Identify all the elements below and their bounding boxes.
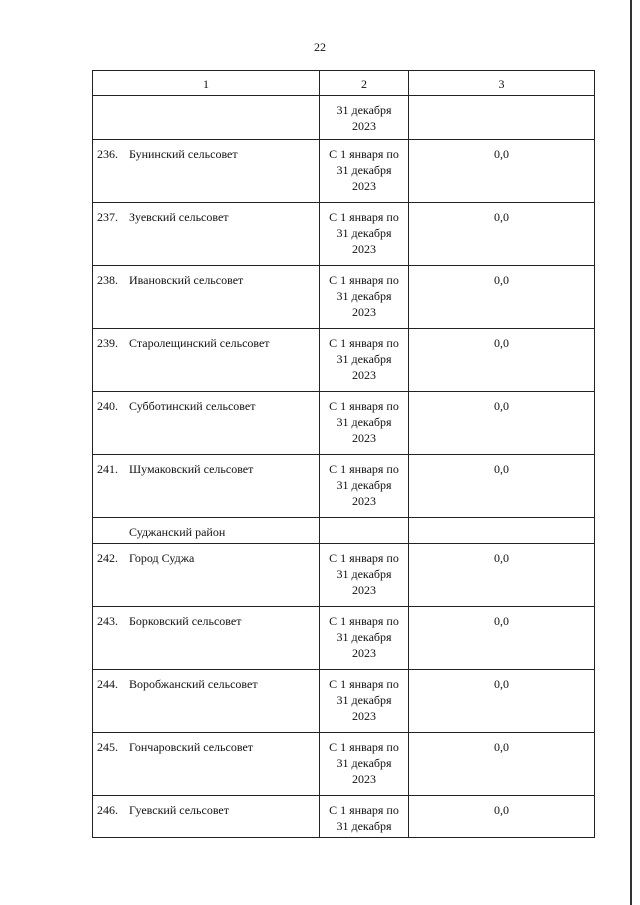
name-cell: [93, 544, 320, 607]
period-line: 31 декабря: [336, 415, 392, 429]
period-cell: [320, 140, 409, 203]
value-cell: 0,0: [409, 796, 595, 838]
period-line: 31 декабря: [336, 567, 392, 581]
name-cell: [93, 329, 320, 392]
municipality-name: Бунинский сельсовет: [129, 147, 238, 161]
name-cell: [93, 96, 320, 140]
value-cell: 0,0: [409, 266, 595, 329]
period-line: С 1 января по: [329, 551, 399, 565]
header-row: [93, 71, 595, 96]
period-cell: [320, 544, 409, 607]
period-line: С 1 января по: [329, 614, 399, 628]
period-line: 31 декабря: [336, 630, 392, 644]
value-cell: 0,0: [409, 392, 595, 455]
table-row: [93, 733, 595, 796]
period-line: С 1 января по: [329, 803, 399, 817]
period-line: С 1 января по: [329, 336, 399, 350]
value-cell: 0,0: [409, 607, 595, 670]
name-cell: [93, 140, 320, 203]
municipality-name: Шумаковский сельсовет: [129, 462, 254, 476]
name-cell: [93, 518, 320, 544]
continuation-row: [93, 96, 595, 140]
row-number: 239.: [97, 336, 118, 350]
period-cell: [320, 392, 409, 455]
table-row: [93, 670, 595, 733]
allocation-table: [92, 70, 595, 838]
municipality-name: Гуевский сельсовет: [129, 803, 229, 817]
name-cell: [93, 392, 320, 455]
table-body: [93, 71, 595, 838]
column-header: 2: [320, 71, 409, 96]
period-line: С 1 января по: [329, 677, 399, 691]
row-number: 236.: [97, 147, 118, 161]
period-cell: [320, 455, 409, 518]
value-cell: 0,0: [409, 329, 595, 392]
value-cell: 0,0: [409, 140, 595, 203]
name-cell: [93, 796, 320, 838]
period-line: 2023: [352, 709, 376, 723]
period-line: 31 декабря: [336, 756, 392, 770]
period-cell: [320, 203, 409, 266]
district-row: [93, 518, 595, 544]
municipality-name: Зуевский сельсовет: [129, 210, 229, 224]
page-number: 22: [314, 40, 326, 54]
period-line: 31 декабря: [336, 103, 392, 117]
period-cell: [320, 96, 409, 140]
period-line: 2023: [352, 305, 376, 319]
period-line: 2023: [352, 179, 376, 193]
value-cell: [409, 518, 595, 544]
period-cell: [320, 518, 409, 544]
table-row: [93, 544, 595, 607]
table-row: [93, 796, 595, 838]
period-line: С 1 января по: [329, 210, 399, 224]
row-number: 245.: [97, 740, 118, 754]
table-row: [93, 203, 595, 266]
value-cell: 0,0: [409, 670, 595, 733]
column-header: 1: [93, 71, 320, 96]
table-row: [93, 392, 595, 455]
period-line: С 1 января по: [329, 147, 399, 161]
period-line: 2023: [352, 242, 376, 256]
table-row: [93, 607, 595, 670]
value-cell: 0,0: [409, 203, 595, 266]
table-row: [93, 455, 595, 518]
value-cell: 0,0: [409, 733, 595, 796]
period-cell: [320, 266, 409, 329]
period-line: 2023: [352, 646, 376, 660]
value-cell: [409, 96, 595, 140]
scan-edge-line: [630, 0, 632, 905]
period-line: 2023: [352, 583, 376, 597]
period-cell: [320, 796, 409, 838]
name-cell: [93, 203, 320, 266]
row-number: 242.: [97, 551, 118, 565]
row-number: 237.: [97, 210, 118, 224]
district-name: Суджанский район: [129, 525, 226, 539]
name-cell: [93, 266, 320, 329]
table-row: [93, 140, 595, 203]
period-line: С 1 января по: [329, 399, 399, 413]
period-line: 2023: [352, 494, 376, 508]
period-line: 31 декабря: [336, 819, 392, 833]
row-number: 241.: [97, 462, 118, 476]
row-number: 244.: [97, 677, 118, 691]
value-cell: 0,0: [409, 544, 595, 607]
value-cell: 0,0: [409, 455, 595, 518]
period-line: С 1 января по: [329, 273, 399, 287]
municipality-name: Гончаровский сельсовет: [129, 740, 254, 754]
period-line: С 1 января по: [329, 740, 399, 754]
municipality-name: Воробжанский сельсовет: [129, 677, 258, 691]
municipality-name: Борковский сельсовет: [129, 614, 242, 628]
municipality-name: Субботинский сельсовет: [129, 399, 256, 413]
period-line: 31 декабря: [336, 163, 392, 177]
period-line: 2023: [352, 119, 376, 133]
period-line: 31 декабря: [336, 352, 392, 366]
municipality-name: Старолещинский сельсовет: [129, 336, 270, 350]
period-line: 31 декабря: [336, 478, 392, 492]
period-cell: [320, 329, 409, 392]
period-line: 31 декабря: [336, 693, 392, 707]
name-cell: [93, 455, 320, 518]
municipality-name: Город Суджа: [129, 551, 195, 565]
period-cell: [320, 670, 409, 733]
table-row: [93, 266, 595, 329]
municipality-name: Ивановский сельсовет: [129, 273, 244, 287]
period-line: С 1 января по: [329, 462, 399, 476]
row-number: 246.: [97, 803, 118, 817]
period-line: 31 декабря: [336, 289, 392, 303]
period-line: 2023: [352, 772, 376, 786]
row-number: 240.: [97, 399, 118, 413]
period-cell: [320, 607, 409, 670]
period-line: 2023: [352, 368, 376, 382]
period-line: 31 декабря: [336, 226, 392, 240]
table-row: [93, 329, 595, 392]
name-cell: [93, 607, 320, 670]
period-cell: [320, 733, 409, 796]
name-cell: [93, 670, 320, 733]
row-number: 243.: [97, 614, 118, 628]
column-header: 3: [409, 71, 595, 96]
row-number: 238.: [97, 273, 118, 287]
name-cell: [93, 733, 320, 796]
period-line: 2023: [352, 431, 376, 445]
